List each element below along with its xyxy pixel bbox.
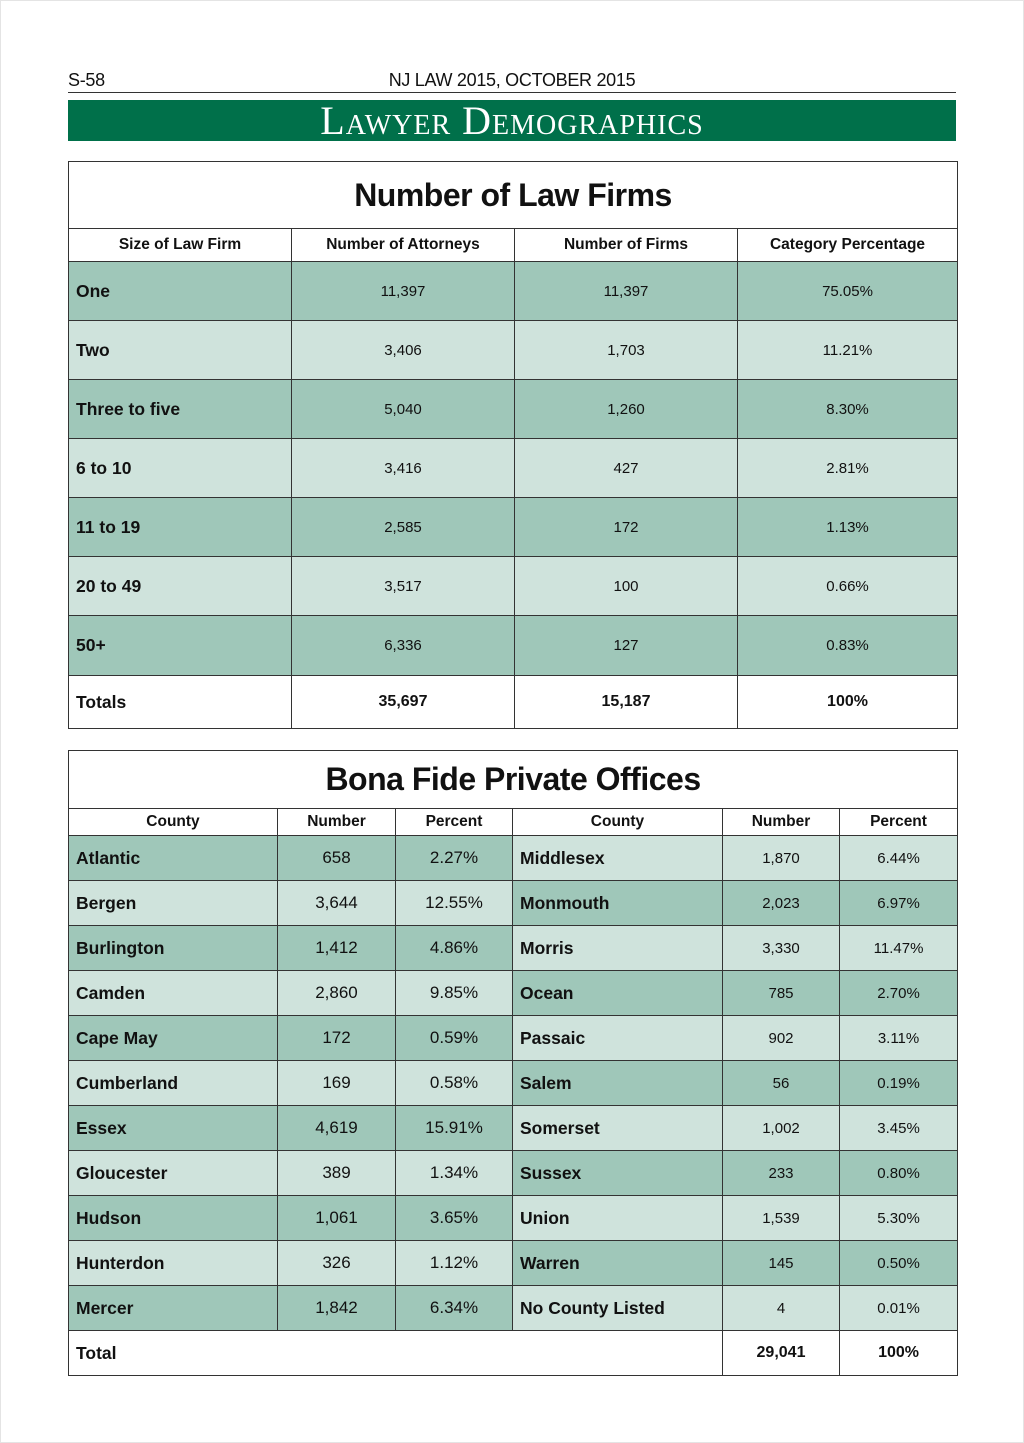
total-percentage: 100% bbox=[738, 676, 958, 729]
attorney-count: 3,416 bbox=[292, 439, 515, 498]
county-name: Atlantic bbox=[69, 836, 278, 881]
county-percent: 3.45% bbox=[840, 1106, 958, 1151]
county-name: Monmouth bbox=[513, 881, 723, 926]
county-name: Cumberland bbox=[69, 1061, 278, 1106]
county-number: 3,330 bbox=[723, 926, 840, 971]
column-header: Size of Law Firm bbox=[69, 229, 292, 262]
column-header: County bbox=[69, 809, 278, 836]
attorney-count: 2,585 bbox=[292, 498, 515, 557]
county-number: 233 bbox=[723, 1151, 840, 1196]
firm-count: 11,397 bbox=[515, 262, 738, 321]
totals-row bbox=[69, 676, 958, 729]
private-offices-title: Bona Fide Private Offices bbox=[69, 751, 958, 809]
firm-size-label: 11 to 19 bbox=[69, 498, 292, 557]
column-header: County bbox=[513, 809, 723, 836]
county-percent: 0.59% bbox=[396, 1016, 513, 1061]
total-row bbox=[69, 1331, 958, 1376]
county-percent: 0.19% bbox=[840, 1061, 958, 1106]
county-number: 2,023 bbox=[723, 881, 840, 926]
firm-size-label: 20 to 49 bbox=[69, 557, 292, 616]
page-number: S-58 bbox=[68, 70, 105, 90]
county-percent: 2.27% bbox=[396, 836, 513, 881]
county-number: 1,002 bbox=[723, 1106, 840, 1151]
total-firms: 15,187 bbox=[515, 676, 738, 729]
law-firms-title: Number of Law Firms bbox=[69, 162, 958, 229]
category-percentage: 11.21% bbox=[738, 321, 958, 380]
county-percent: 3.65% bbox=[396, 1196, 513, 1241]
category-percentage: 8.30% bbox=[738, 380, 958, 439]
county-name: Gloucester bbox=[69, 1151, 278, 1196]
table-row bbox=[69, 557, 958, 616]
county-number: 389 bbox=[278, 1151, 396, 1196]
county-percent: 0.01% bbox=[840, 1286, 958, 1331]
column-header: Percent bbox=[840, 809, 958, 836]
county-name: Ocean bbox=[513, 971, 723, 1016]
firm-count: 427 bbox=[515, 439, 738, 498]
county-name: Mercer bbox=[69, 1286, 278, 1331]
county-name: Sussex bbox=[513, 1151, 723, 1196]
county-number: 326 bbox=[278, 1241, 396, 1286]
table-row bbox=[69, 1061, 958, 1106]
table-row bbox=[69, 439, 958, 498]
table-row bbox=[69, 380, 958, 439]
table-row bbox=[69, 1241, 958, 1286]
county-name: Bergen bbox=[69, 881, 278, 926]
county-percent: 9.85% bbox=[396, 971, 513, 1016]
attorney-count: 5,040 bbox=[292, 380, 515, 439]
county-name: No County Listed bbox=[513, 1286, 723, 1331]
firm-size-label: One bbox=[69, 262, 292, 321]
table-row bbox=[69, 616, 958, 676]
county-name: Somerset bbox=[513, 1106, 723, 1151]
county-percent: 5.30% bbox=[840, 1196, 958, 1241]
firm-count: 1,703 bbox=[515, 321, 738, 380]
county-percent: 6.44% bbox=[840, 836, 958, 881]
county-percent: 15.91% bbox=[396, 1106, 513, 1151]
category-percentage: 0.66% bbox=[738, 557, 958, 616]
table-row bbox=[69, 1151, 958, 1196]
table-row bbox=[69, 926, 958, 971]
county-number: 4 bbox=[723, 1286, 840, 1331]
running-header bbox=[68, 70, 956, 93]
attorney-count: 6,336 bbox=[292, 616, 515, 676]
county-number: 1,539 bbox=[723, 1196, 840, 1241]
table-row bbox=[69, 321, 958, 380]
county-name: Hudson bbox=[69, 1196, 278, 1241]
totals-label: Totals bbox=[69, 676, 292, 729]
total-attorneys: 35,697 bbox=[292, 676, 515, 729]
county-percent: 0.80% bbox=[840, 1151, 958, 1196]
table-row bbox=[69, 1016, 958, 1061]
county-name: Camden bbox=[69, 971, 278, 1016]
county-percent: 1.12% bbox=[396, 1241, 513, 1286]
section-banner: Lawyer Demographics bbox=[68, 100, 956, 141]
county-name: Warren bbox=[513, 1241, 723, 1286]
county-name: Passaic bbox=[513, 1016, 723, 1061]
county-number: 1,412 bbox=[278, 926, 396, 971]
table-row bbox=[69, 1286, 958, 1331]
attorney-count: 3,517 bbox=[292, 557, 515, 616]
county-percent: 11.47% bbox=[840, 926, 958, 971]
category-percentage: 0.83% bbox=[738, 616, 958, 676]
county-number: 3,644 bbox=[278, 881, 396, 926]
table-row bbox=[69, 498, 958, 557]
county-number: 902 bbox=[723, 1016, 840, 1061]
county-percent: 0.58% bbox=[396, 1061, 513, 1106]
county-percent: 12.55% bbox=[396, 881, 513, 926]
firm-count: 127 bbox=[515, 616, 738, 676]
county-number: 1,061 bbox=[278, 1196, 396, 1241]
county-number: 785 bbox=[723, 971, 840, 1016]
county-percent: 4.86% bbox=[396, 926, 513, 971]
table-row bbox=[69, 262, 958, 321]
county-number: 169 bbox=[278, 1061, 396, 1106]
total-number: 29,041 bbox=[723, 1331, 840, 1376]
county-name: Burlington bbox=[69, 926, 278, 971]
table-row bbox=[69, 1106, 958, 1151]
county-number: 145 bbox=[723, 1241, 840, 1286]
county-percent: 3.11% bbox=[840, 1016, 958, 1061]
column-header: Percent bbox=[396, 809, 513, 836]
firm-size-label: Two bbox=[69, 321, 292, 380]
category-percentage: 1.13% bbox=[738, 498, 958, 557]
attorney-count: 11,397 bbox=[292, 262, 515, 321]
county-percent: 6.97% bbox=[840, 881, 958, 926]
table-row bbox=[69, 971, 958, 1016]
total-label: Total bbox=[69, 1331, 723, 1376]
county-number: 1,870 bbox=[723, 836, 840, 881]
county-number: 56 bbox=[723, 1061, 840, 1106]
county-number: 4,619 bbox=[278, 1106, 396, 1151]
issue-title: NJ LAW 2015, OCTOBER 2015 bbox=[388, 70, 636, 90]
county-percent: 2.70% bbox=[840, 971, 958, 1016]
county-percent: 1.34% bbox=[396, 1151, 513, 1196]
county-name: Union bbox=[513, 1196, 723, 1241]
county-number: 2,860 bbox=[278, 971, 396, 1016]
category-percentage: 75.05% bbox=[738, 262, 958, 321]
private-offices-table bbox=[68, 750, 958, 1376]
county-percent: 0.50% bbox=[840, 1241, 958, 1286]
firm-size-label: 50+ bbox=[69, 616, 292, 676]
firm-count: 1,260 bbox=[515, 380, 738, 439]
county-name: Salem bbox=[513, 1061, 723, 1106]
county-number: 658 bbox=[278, 836, 396, 881]
column-header: Number of Firms bbox=[515, 229, 738, 262]
county-name: Middlesex bbox=[513, 836, 723, 881]
column-header: Number bbox=[278, 809, 396, 836]
firm-size-label: Three to five bbox=[69, 380, 292, 439]
column-header: Category Percentage bbox=[738, 229, 958, 262]
column-header: Number of Attorneys bbox=[292, 229, 515, 262]
law-firms-table bbox=[68, 161, 958, 729]
county-percent: 6.34% bbox=[396, 1286, 513, 1331]
county-name: Hunterdon bbox=[69, 1241, 278, 1286]
column-header: Number bbox=[723, 809, 840, 836]
county-name: Essex bbox=[69, 1106, 278, 1151]
firm-count: 172 bbox=[515, 498, 738, 557]
table-row bbox=[69, 881, 958, 926]
total-percent: 100% bbox=[840, 1331, 958, 1376]
attorney-count: 3,406 bbox=[292, 321, 515, 380]
county-name: Morris bbox=[513, 926, 723, 971]
county-number: 1,842 bbox=[278, 1286, 396, 1331]
firm-count: 100 bbox=[515, 557, 738, 616]
table-row bbox=[69, 1196, 958, 1241]
category-percentage: 2.81% bbox=[738, 439, 958, 498]
county-name: Cape May bbox=[69, 1016, 278, 1061]
firm-size-label: 6 to 10 bbox=[69, 439, 292, 498]
table-row bbox=[69, 836, 958, 881]
county-number: 172 bbox=[278, 1016, 396, 1061]
